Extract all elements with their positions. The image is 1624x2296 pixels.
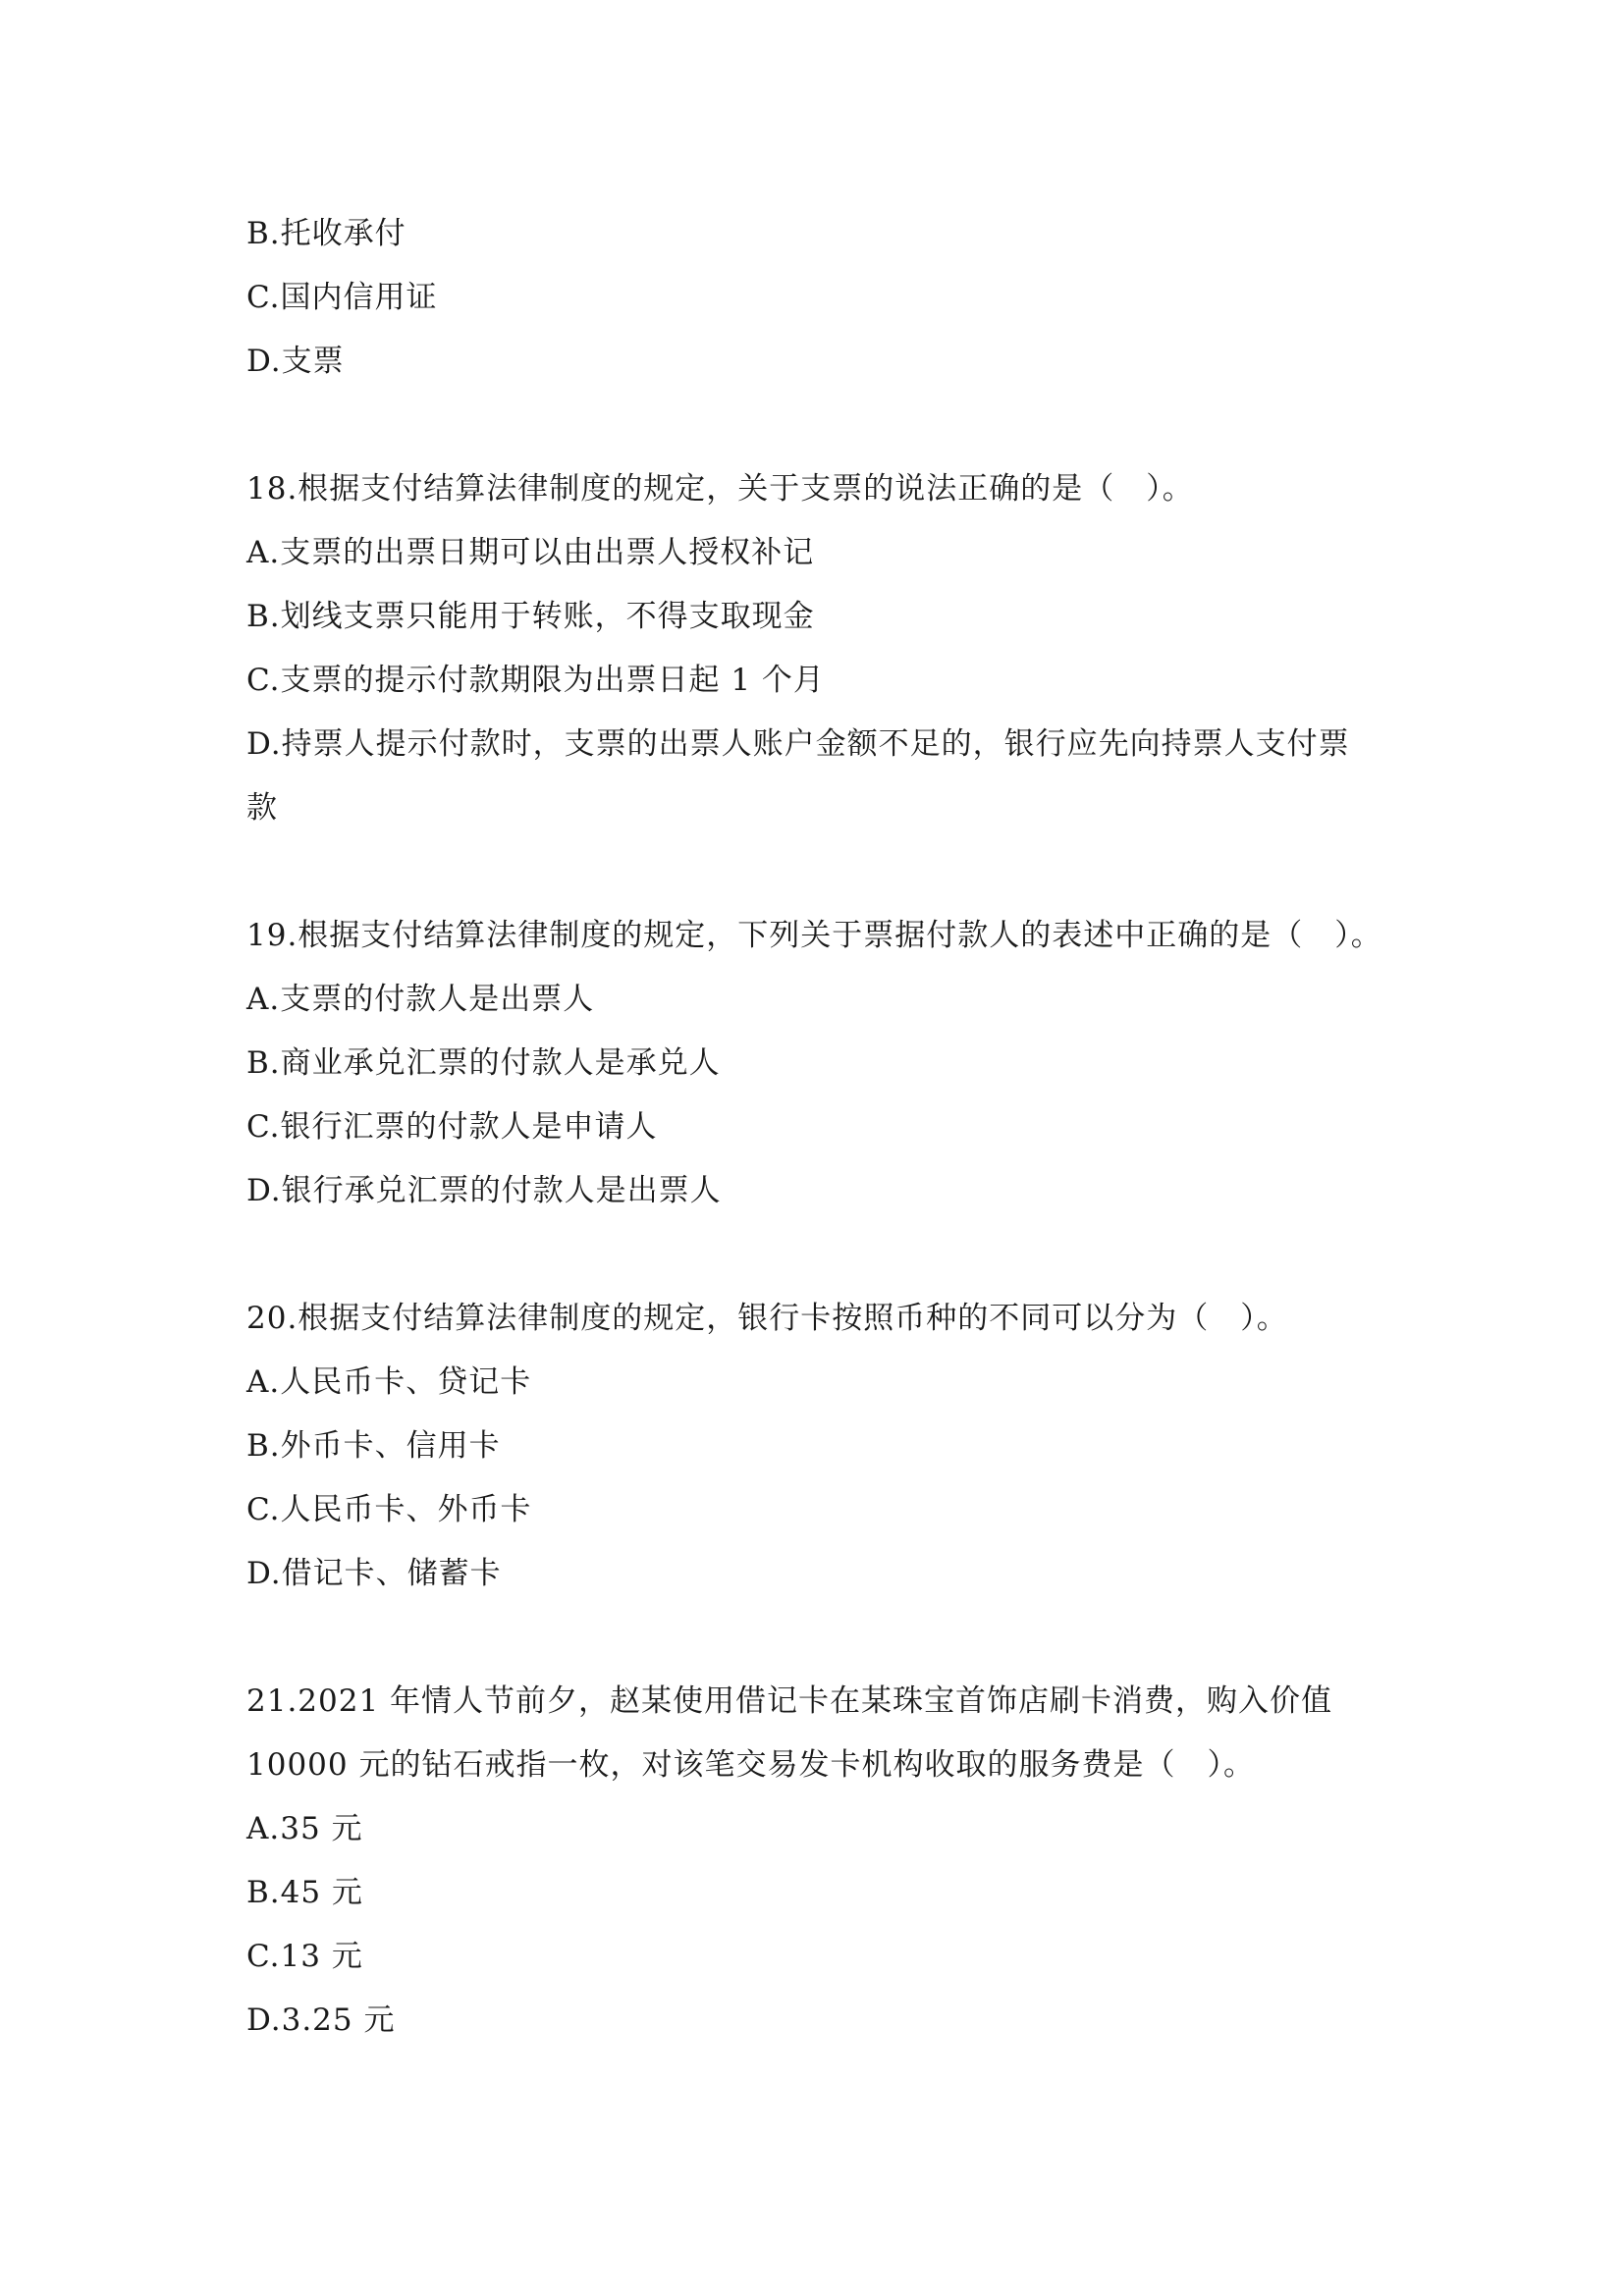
spacer [246, 1223, 1385, 1287]
question-stem: 21.2021 年情人节前夕，赵某使用借记卡在某珠宝首饰店刷卡消费，购入价值 [246, 1683, 1333, 1719]
question-stem: 20.根据支付结算法律制度的规定，银行卡按照币种的不同可以分为（ ）。 [246, 1301, 1288, 1336]
question-stem: 19.根据支付结算法律制度的规定，下列关于票据付款人的表述中正确的是（ ）。 [246, 918, 1382, 953]
option-a: A.支票的出票日期可以由出票人授权补记 [246, 535, 815, 570]
prev-question-options [246, 202, 1385, 394]
option-a: A.35 元 [246, 1811, 363, 1846]
option-b: B.外币卡、信用卡 [246, 1428, 501, 1464]
question-content [246, 202, 1385, 2053]
question-18 [246, 457, 1385, 840]
question-20 [246, 1287, 1385, 1606]
option-d: D.3.25 元 [246, 2002, 396, 2038]
spacer [246, 840, 1385, 904]
spacer [246, 394, 1385, 457]
option-b: B.45 元 [246, 1875, 363, 1910]
spacer [246, 1606, 1385, 1670]
option-c: C.国内信用证 [246, 280, 438, 315]
option-a: A.人民币卡、贷记卡 [246, 1364, 532, 1400]
option-c: C.13 元 [246, 1939, 363, 1974]
question-19 [246, 904, 1385, 1223]
option-c: C.支票的提示付款期限为出票日起 1 个月 [246, 663, 825, 698]
option-a: A.支票的付款人是出票人 [246, 982, 595, 1017]
question-stem-continued: 10000 元的钻石戒指一枚，对该笔交易发卡机构收取的服务费是（ ）。 [246, 1747, 1255, 1783]
question-stem: 18.根据支付结算法律制度的规定，关于支票的说法正确的是（ ）。 [246, 471, 1194, 507]
option-c: C.银行汇票的付款人是申请人 [246, 1109, 658, 1145]
option-d-continued: 款 [246, 790, 278, 826]
option-d: D.借记卡、储蓄卡 [246, 1556, 502, 1591]
question-21 [246, 1670, 1385, 2053]
option-d: D.支票 [246, 344, 345, 379]
option-d: D.银行承兑汇票的付款人是出票人 [246, 1173, 722, 1208]
option-c: C.人民币卡、外币卡 [246, 1492, 532, 1527]
option-b: B.商业承兑汇票的付款人是承兑人 [246, 1045, 721, 1081]
option-b: B.划线支票只能用于转账，不得支取现金 [246, 599, 815, 634]
option-d: D.持票人提示付款时，支票的出票人账户金额不足的，银行应先向持票人支付票 [246, 726, 1350, 762]
option-b: B.托收承付 [246, 216, 406, 251]
